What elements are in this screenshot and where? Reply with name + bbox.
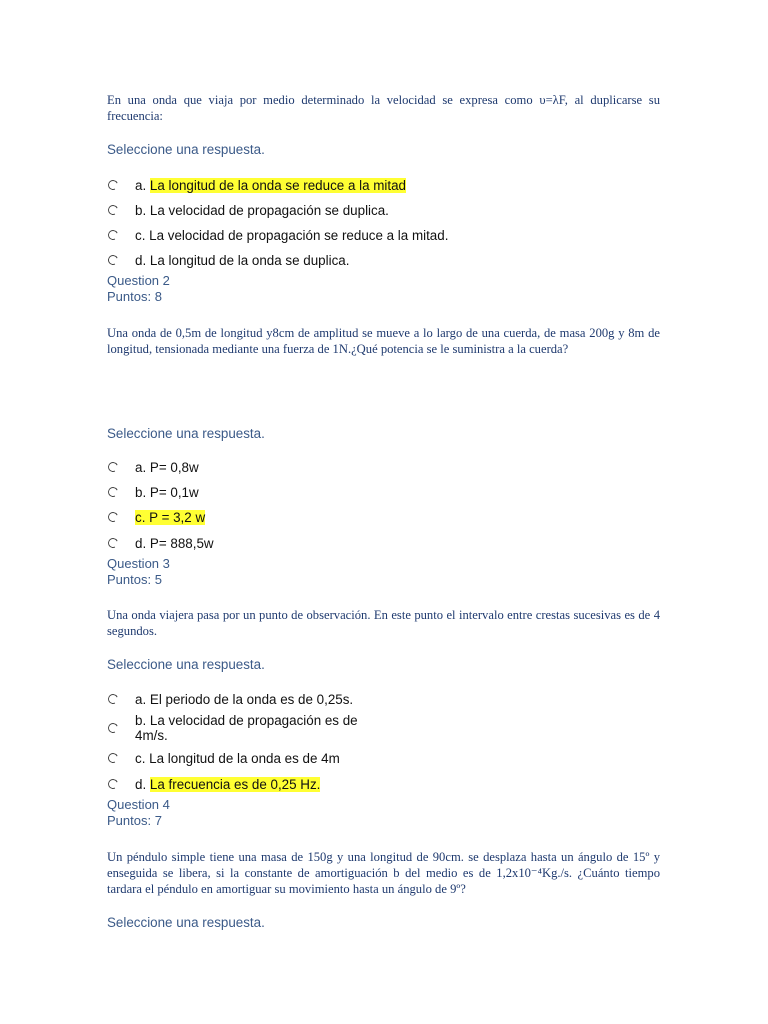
question-3-text: Una onda viajera pasa por un punto de observación. En este punto el intervalo entre crestas sucesivas es de 4 segundos. [107,608,660,638]
question-title: Question 3 [107,556,170,571]
option-letter: c. [135,750,146,766]
question-points: Puntos: 8 [107,289,162,304]
highlighted-answer: P = 3,2 w [149,509,206,525]
option-letter: a. [135,177,147,193]
option-label: El periodo de la onda es de 0,25s. [149,691,354,707]
radio-button-icon[interactable] [107,486,120,499]
question-2-option-b[interactable] [108,482,199,502]
question-3-option-d[interactable] [108,774,320,794]
radio-button-icon[interactable] [107,722,120,735]
option-label: La longitud de la onda se duplica. [149,252,350,268]
question-1-option-b[interactable] [108,200,389,220]
radio-button-icon[interactable] [107,511,120,524]
question-points: Puntos: 7 [107,813,162,828]
option-label: P= 888,5w [149,535,214,551]
highlighted-answer: La longitud de la onda se reduce a la mitad [149,177,406,193]
question-points: Puntos: 5 [107,572,162,587]
question-1-select-prompt: Seleccione una respuesta. [107,142,265,157]
question-1-option-a[interactable] [108,175,406,195]
question-4-header [107,797,170,829]
question-2-option-d[interactable] [108,533,214,553]
highlighted-answer: La frecuencia es de 0,25 Hz. [149,776,321,792]
question-3-option-b[interactable] [108,713,375,747]
radio-button-icon[interactable] [107,693,120,706]
radio-button-icon[interactable] [107,778,120,791]
question-1-text: En una onda que viaja por medio determinado la velocidad se expresa como υ=λF, al duplicarse su frecuencia: [107,93,660,123]
question-1-option-d[interactable] [108,250,349,270]
option-label: P= 0,1w [149,484,199,500]
option-letter: d. [135,252,147,268]
radio-button-icon[interactable] [107,179,120,192]
question-3-header [107,556,170,588]
option-letter: b. [135,713,147,728]
question-2-select-prompt: Seleccione una respuesta. [107,426,265,441]
option-letter: a. [135,691,147,707]
radio-button-icon[interactable] [107,537,120,550]
question-2-text: Una onda de 0,5m de longitud y8cm de amplitud se mueve a lo largo de una cuerda, de masa 200g y 8m de longitud, tensionada mediante una fuerza de 1N.¿Qué potencia se le suministra a la cuerda? [107,326,660,356]
radio-button-icon[interactable] [107,204,120,217]
question-4-select-prompt: Seleccione una respuesta. [107,915,265,930]
question-3-option-a[interactable] [108,689,353,709]
option-letter: d. [135,776,147,792]
question-3-select-prompt: Seleccione una respuesta. [107,657,265,672]
option-label: La velocidad de propagación es de 4m/s. [135,713,358,743]
question-4-text: Un péndulo simple tiene una masa de 150g y una longitud de 90cm. se desplaza hasta un ángulo de 15º y enseguida se libera, si la constante de amortiguación b del medio es de 1,2x10⁻⁴Kg./s. ¿Cuánto tiempo tardara el péndulo en amortiguar su movimiento hasta un ángulo de 9º? [107,850,660,896]
radio-button-icon[interactable] [107,752,120,765]
question-2-header [107,273,170,305]
option-label: La velocidad de propagación se reduce a la mitad. [149,227,449,243]
option-letter: c. [135,509,146,525]
question-title: Question 2 [107,273,170,288]
option-label: P= 0,8w [149,459,199,475]
question-2-option-c[interactable] [108,507,205,527]
option-letter: b. [135,202,147,218]
question-2-option-a[interactable] [108,457,199,477]
option-letter: c. [135,227,146,243]
radio-button-icon[interactable] [107,229,120,242]
option-label: La longitud de la onda es de 4m [149,750,340,766]
option-letter: a. [135,459,147,475]
question-3-option-c[interactable] [108,748,340,768]
option-letter: d. [135,535,147,551]
question-title: Question 4 [107,797,170,812]
radio-button-icon[interactable] [107,254,120,267]
option-label: La velocidad de propagación se duplica. [149,202,389,218]
radio-button-icon[interactable] [107,461,120,474]
question-1-option-c[interactable] [108,225,448,245]
option-letter: b. [135,484,147,500]
